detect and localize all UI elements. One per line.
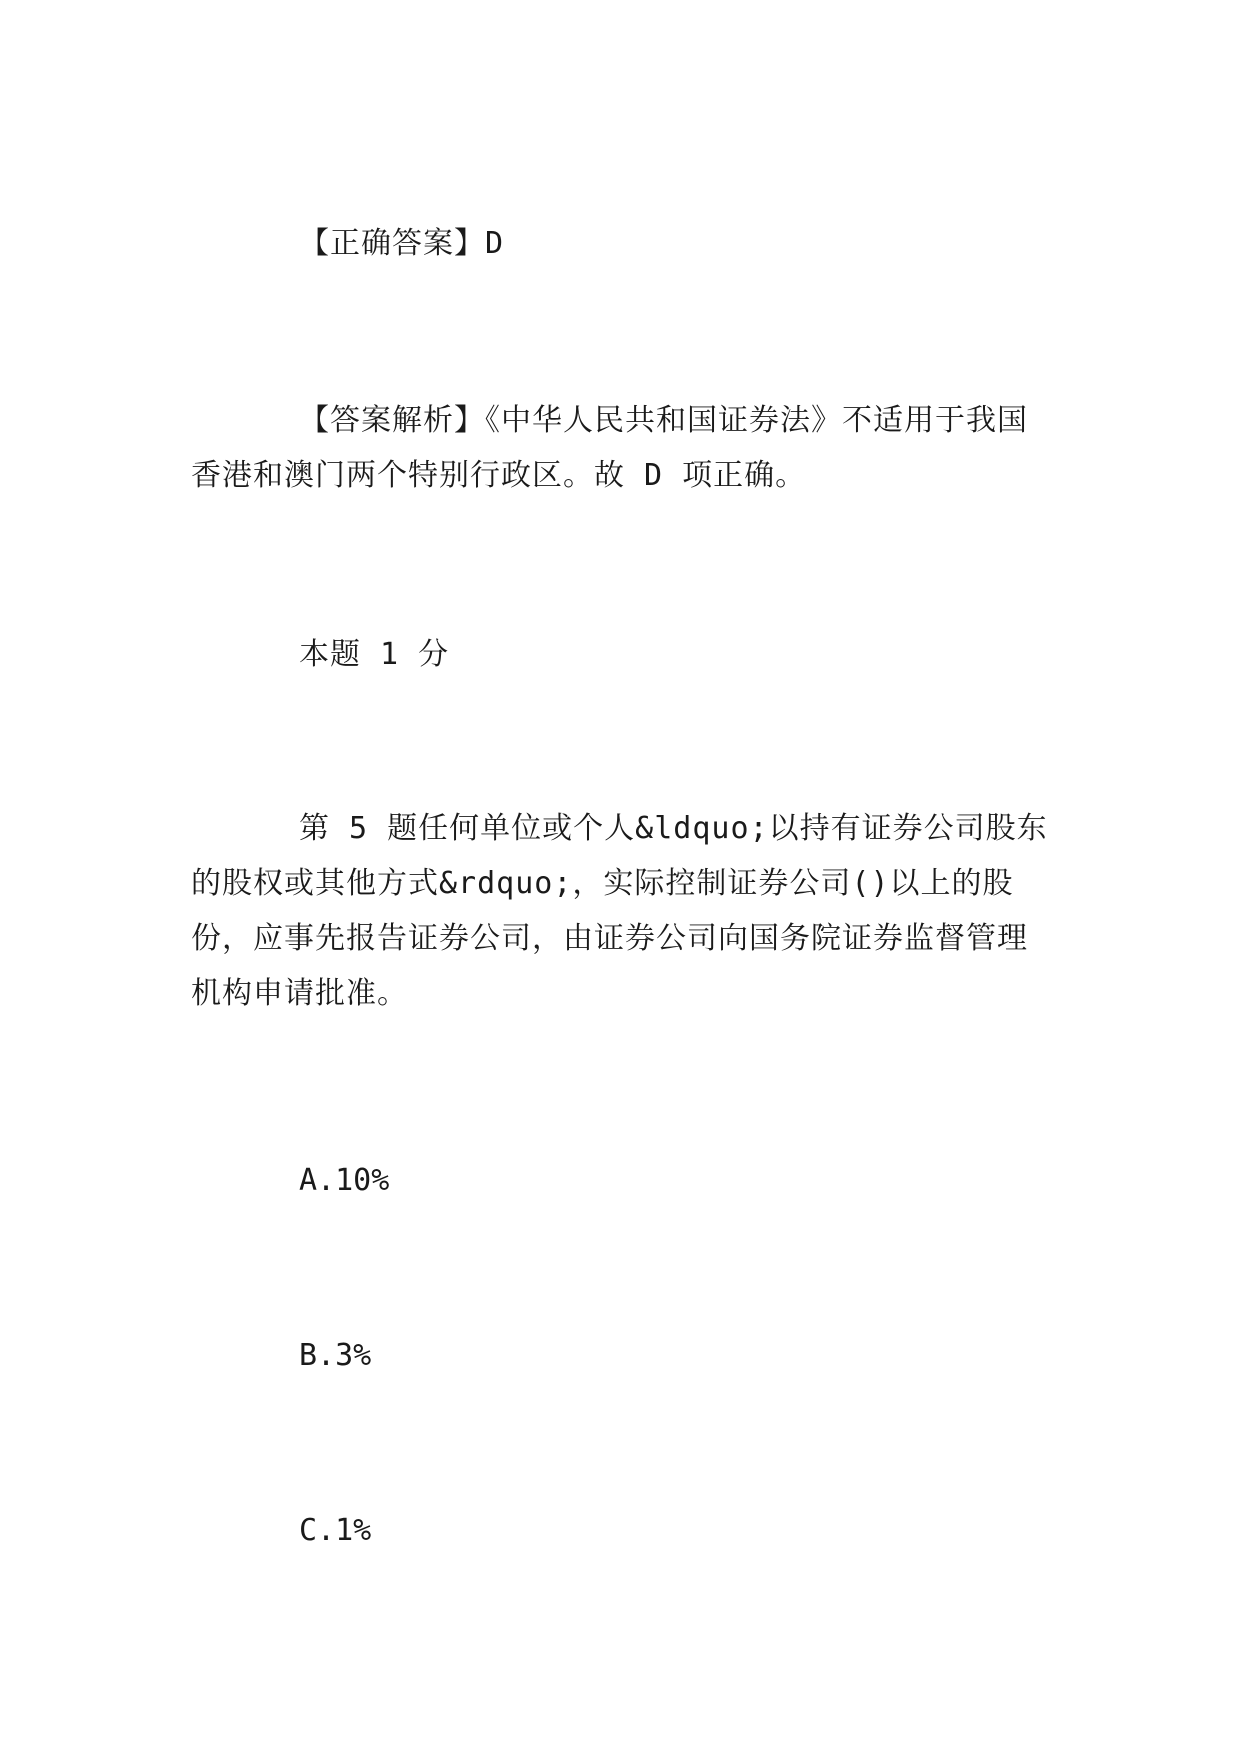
answer-analysis-paragraph: 【答案解析】《中华人民共和国证券法》不适用于我国香港和澳门两个特别行政区。故 D 项正确。 xyxy=(191,403,1028,493)
correct-answer-line: 【正确答案】D xyxy=(299,226,505,261)
option-b: B.3% xyxy=(299,1338,372,1373)
option-a: A.10% xyxy=(299,1163,390,1198)
option-c: C.1% xyxy=(299,1513,372,1548)
question-5-paragraph: 第 5 题任何单位或个人&ldquo;以持有证券公司股东的股权或其他方式&rdquo;，实际控制证券公司()以上的股份，应事先报告证券公司，由证券公司向国务院证券监督管理机构申请批准。 xyxy=(191,811,1048,1011)
score-line: 本题 1 分 xyxy=(299,637,450,672)
